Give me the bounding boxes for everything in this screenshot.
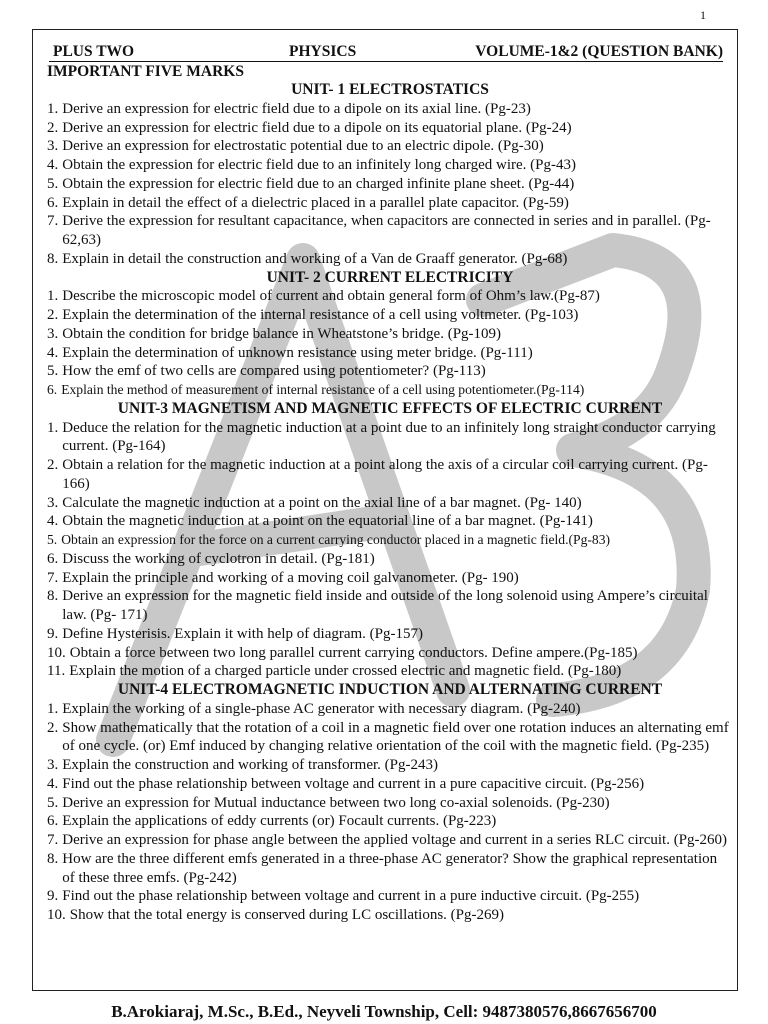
- question-item: [47, 212, 733, 250]
- question-number: 8.: [47, 250, 59, 267]
- question-number: 10.: [47, 907, 66, 923]
- question-text: Derive an expression for electric field due to a dipole on its axial line. (Pg-23): [62, 100, 531, 117]
- question-text: Describe the microscopic model of current and obtain general form of Ohm’s law.(Pg-87): [62, 288, 600, 305]
- question-text: Derive an expression for the magnetic field inside and outside of the long solenoid using Ampere’s circuital law. (Pg- 171): [62, 588, 708, 623]
- question-number: 6.: [47, 194, 59, 211]
- question-item: [47, 850, 733, 888]
- question-number: 4.: [47, 344, 59, 361]
- question-item: [47, 175, 733, 194]
- question-item: [47, 381, 733, 400]
- question-text: Derive an expression for electrostatic potential due to an electric dipole. (Pg-30): [62, 138, 544, 155]
- question-text: Obtain a relation for the magnetic induction at a point along the axis of a circular coil carrying current. (Pg-166): [62, 457, 708, 492]
- question-item: [47, 644, 733, 663]
- question-item: [47, 100, 733, 119]
- question-item: [47, 906, 733, 925]
- question-number: 1.: [47, 700, 59, 717]
- question-item: [47, 419, 733, 457]
- question-number: 1.: [47, 419, 59, 436]
- page-frame: [32, 29, 738, 991]
- page-number: 1: [700, 8, 706, 22]
- question-text: Derive an expression for Mutual inductance between two long co-axial solenoids. (Pg-230): [62, 794, 610, 811]
- question-number: 1.: [47, 100, 59, 117]
- question-number: 4.: [47, 513, 59, 530]
- question-item: [47, 756, 733, 775]
- question-item: [47, 156, 733, 175]
- question-number: 6.: [47, 382, 58, 397]
- subject-label: PHYSICS: [289, 43, 357, 60]
- question-number: 9.: [47, 625, 59, 642]
- question-item: [47, 494, 733, 513]
- question-item: [47, 625, 733, 644]
- question-item: [47, 794, 733, 813]
- volume-label: VOLUME-1&2 (QUESTION BANK): [475, 43, 723, 60]
- question-number: 3.: [47, 494, 59, 511]
- question-item: [47, 137, 733, 156]
- question-number: 10.: [47, 644, 66, 661]
- question-text: Find out the phase relationship between voltage and current in a pure capacitive circuit. (Pg-256): [62, 775, 645, 792]
- question-number: 8.: [47, 850, 59, 867]
- question-text: Obtain the expression for electric field due to an charged infinite plane sheet. (Pg-44): [62, 175, 575, 192]
- question-text: Obtain the condition for bridge balance in Wheatstone’s bridge. (Pg-109): [62, 325, 502, 342]
- question-item: [47, 775, 733, 794]
- question-item: [47, 250, 733, 269]
- question-text: Explain the applications of eddy currents (or) Focault currents. (Pg-223): [62, 813, 497, 830]
- question-item: [47, 456, 733, 494]
- question-text: Explain the motion of a charged particle under crossed electric and magnetic field. (Pg-180): [69, 663, 622, 680]
- question-text: Explain the principle and working of a moving coil galvanometer. (Pg- 190): [62, 569, 519, 586]
- question-text: Derive the expression for resultant capacitance, when capacitors are connected in series and in parallel. (Pg-62,63): [62, 213, 711, 248]
- question-item: [47, 662, 733, 681]
- question-text: Show that the total energy is conserved during LC oscillations. (Pg-269): [69, 907, 504, 923]
- author-footer: B.Arokiaraj, M.Sc., B.Ed., Neyveli Township, Cell: 9487380576,8667656700: [111, 1002, 657, 1021]
- question-item: [47, 587, 733, 625]
- question-text: Calculate the magnetic induction at a point on the axial line of a bar magnet. (Pg- 140): [62, 494, 582, 511]
- question-text: Explain the determination of the internal resistance of a cell using voltmeter. (Pg-103): [62, 307, 579, 323]
- question-text: How the emf of two cells are compared using potentiometer? (Pg-113): [62, 363, 486, 380]
- question-number: 7.: [47, 832, 59, 848]
- question-number: 2.: [47, 119, 59, 136]
- question-text: Derive an expression for electric field due to a dipole on its equatorial plane. (Pg-24): [62, 119, 572, 136]
- question-number: 5.: [47, 363, 59, 380]
- question-number: 2.: [47, 719, 59, 736]
- question-text: Show mathematically that the rotation of a coil in a magnetic field over one rotation induces an alternating emf of one cycle. (or) Emf induced by changing relative orientation of the coil with the magnetic field. (Pg-235): [62, 719, 729, 755]
- question-item: [47, 719, 733, 757]
- question-number: 5.: [47, 532, 58, 547]
- question-number: 7.: [47, 569, 59, 586]
- question-item: [47, 887, 733, 906]
- question-item: [47, 700, 733, 719]
- unit-title: UNIT- 1 ELECTROSTATICS: [291, 81, 489, 98]
- question-text: Explain in detail the effect of a dielectric placed in a parallel plate capacitor. (Pg-59): [62, 194, 569, 211]
- question-number: 5.: [47, 794, 59, 811]
- document-header: [49, 43, 723, 62]
- question-text: Discuss the working of cyclotron in detail. (Pg-181): [62, 550, 375, 567]
- question-text: Obtain a force between two long parallel current carrying conductors. Define ampere.(Pg-185): [69, 644, 638, 661]
- question-text: Explain the working of a single-phase AC generator with necessary diagram. (Pg-240): [62, 700, 581, 717]
- question-item: [47, 325, 733, 344]
- question-number: 6.: [47, 550, 59, 567]
- question-number: 4.: [47, 775, 59, 792]
- question-number: 4.: [47, 157, 59, 173]
- question-number: 9.: [47, 888, 59, 905]
- question-item: [47, 119, 733, 138]
- question-item: [47, 194, 733, 213]
- question-text: Explain the method of measurement of internal resistance of a cell using potentiometer.(Pg-114): [61, 382, 585, 397]
- question-item: [47, 287, 733, 306]
- question-item: [47, 344, 733, 363]
- question-text: Define Hysterisis. Explain it with help of diagram. (Pg-157): [62, 625, 424, 642]
- question-number: 2.: [47, 457, 59, 473]
- question-item: [47, 306, 733, 325]
- unit-title: UNIT-3 MAGNETISM AND MAGNETIC EFFECTS OF ELECTRIC CURRENT: [117, 399, 663, 417]
- question-list: [47, 81, 733, 925]
- question-number: 3.: [47, 138, 59, 155]
- question-text: Explain in detail the construction and working of a Van de Graaff generator. (Pg-68): [62, 250, 568, 267]
- question-number: 3.: [47, 325, 59, 342]
- question-number: 1.: [47, 288, 59, 305]
- question-text: Find out the phase relationship between voltage and current in a pure inductive circuit. (Pg-255): [62, 888, 640, 905]
- question-item: [47, 531, 733, 550]
- question-number: 3.: [47, 757, 59, 773]
- class-label: PLUS TWO: [53, 43, 135, 60]
- section-heading: IMPORTANT FIVE MARKS: [47, 63, 244, 80]
- question-text: Obtain an expression for the force on a current carrying conductor placed in a magnetic field.(Pg-83): [61, 532, 611, 547]
- question-item: [47, 362, 733, 381]
- unit-title: UNIT- 2 CURRENT ELECTRICITY: [266, 268, 514, 286]
- question-number: 5.: [47, 175, 59, 192]
- question-text: Obtain the expression for electric field due to an infinitely long charged wire. (Pg-43): [62, 157, 576, 173]
- question-number: 2.: [47, 307, 59, 323]
- question-text: Explain the determination of unknown resistance using meter bridge. (Pg-111): [62, 344, 533, 361]
- question-item: [47, 512, 733, 531]
- question-number: 6.: [47, 813, 59, 830]
- question-text: Deduce the relation for the magnetic induction at a point due to an infinitely long straight conductor carrying current. (Pg-164): [62, 419, 716, 455]
- question-text: Obtain the magnetic induction at a point on the equatorial line of a bar magnet. (Pg-141): [62, 513, 593, 530]
- question-item: [47, 831, 733, 850]
- unit-title: UNIT-4 ELECTROMAGNETIC INDUCTION AND ALTERNATING CURRENT: [117, 681, 663, 698]
- question-item: [47, 569, 733, 588]
- question-item: [47, 812, 733, 831]
- question-text: Derive an expression for phase angle between the applied voltage and current in a series RLC circuit. (Pg-260): [62, 832, 728, 848]
- question-number: 8.: [47, 588, 59, 605]
- question-number: 7.: [47, 213, 59, 230]
- question-text: Explain the construction and working of transformer. (Pg-243): [62, 757, 438, 773]
- question-number: 11.: [47, 663, 66, 680]
- question-item: [47, 550, 733, 569]
- question-text: How are the three different emfs generated in a three-phase AC generator? Show the graphical representation of these three emfs. (Pg-242): [62, 850, 718, 886]
